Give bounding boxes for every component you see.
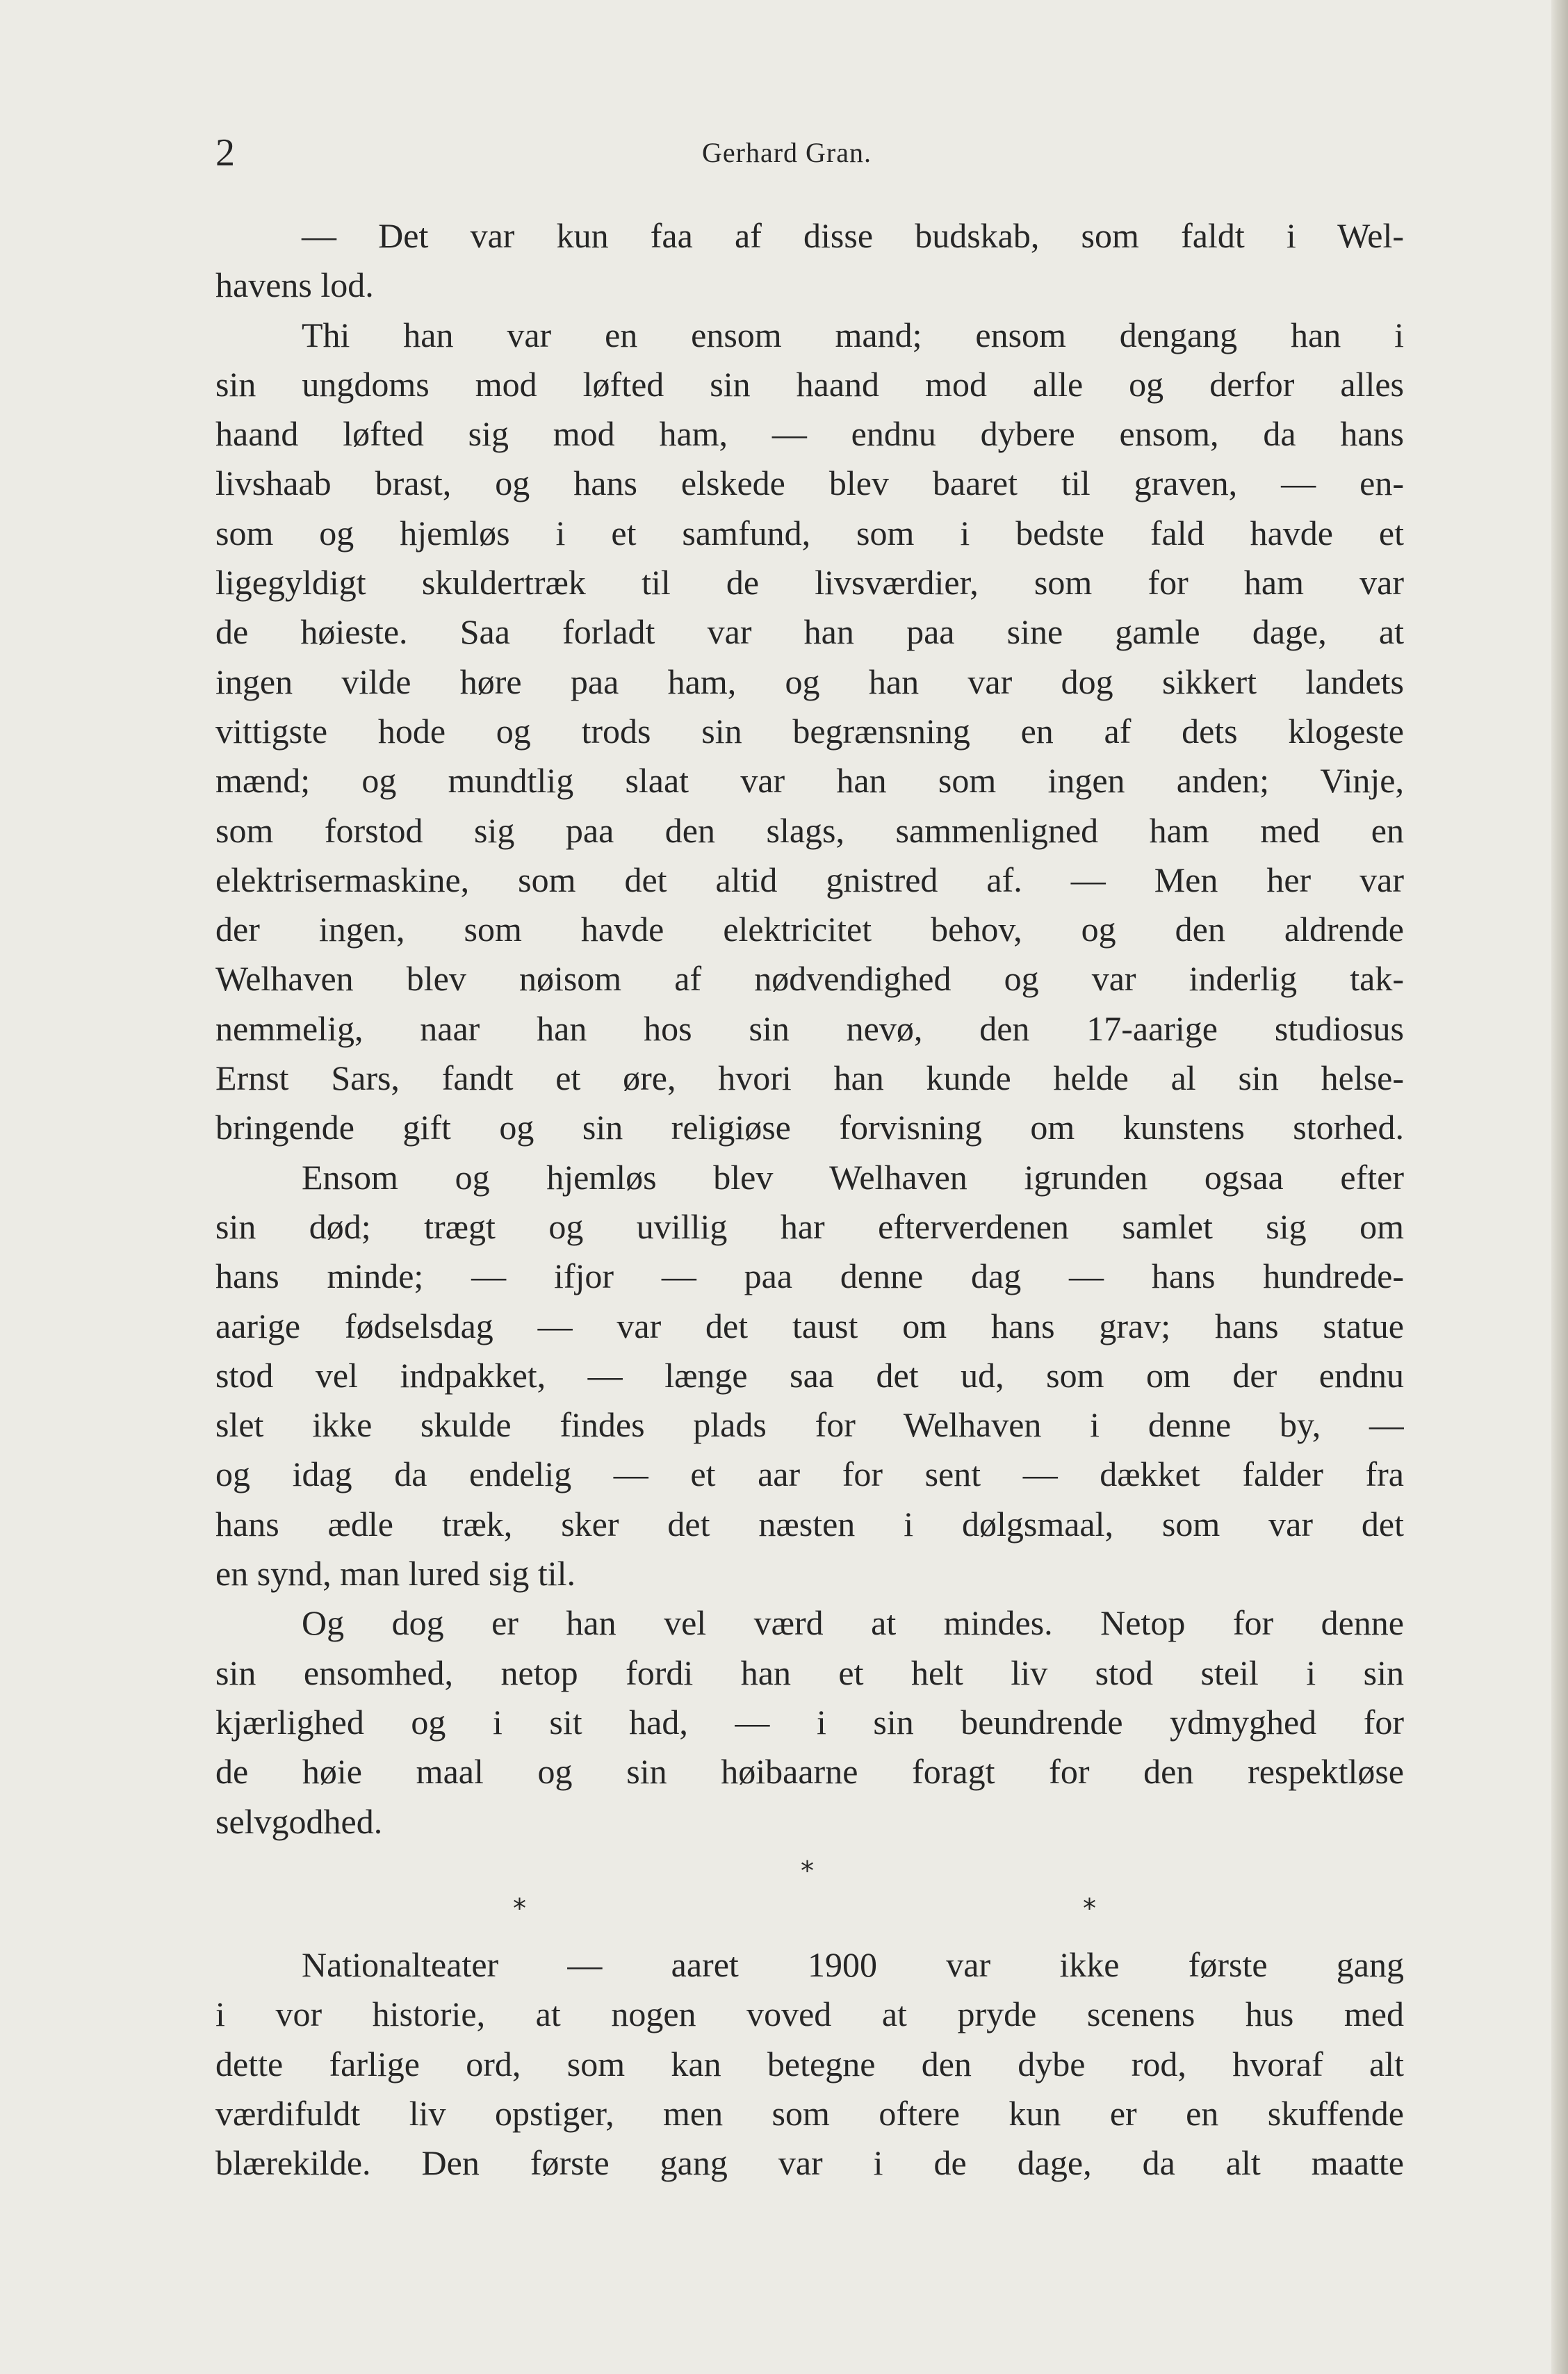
page-number: 2 — [215, 131, 235, 174]
text-line: mænd; og mundtlig slaat var han som ingen anden; Vinje, — [215, 761, 1404, 801]
text-line: Welhaven blev nøisom af nødvendighed og var inderlig tak- — [215, 959, 1404, 999]
text-line: sin ungdoms mod løfted sin haand mod alle og derfor alles — [215, 364, 1404, 404]
text-line: i vor historie, at nogen voved at pryde scenens hus med — [215, 1995, 1404, 2034]
text-line: ligegyldigt skuldertræk til de livsværdier, som for ham var — [215, 563, 1404, 603]
text-line: de høie maal og sin høibaarne foragt for den respektløse — [215, 1752, 1404, 1792]
text-line: stod vel indpakket, — længe saa det ud, som om der endnu — [215, 1355, 1404, 1395]
text-line: — Det var kun faa af disse budskab, som faldt i Wel- — [302, 216, 1404, 255]
asterisk-ornament: * — [513, 1893, 526, 1924]
text-line: Thi han var en ensom mand; ensom dengang han i — [302, 315, 1404, 354]
text-line: som og hjemløs i et samfund, som i bedste fald havde et — [215, 513, 1404, 552]
page-edge — [1551, 0, 1568, 2374]
text-line: havens lod. — [215, 265, 374, 305]
asterisk-ornament: * — [801, 1856, 814, 1886]
text-line: der ingen, som havde elektricitet behov, og den aldrende — [215, 910, 1404, 949]
text-line: de høieste. Saa forladt var han paa sine gamle dage, at — [215, 612, 1404, 652]
text-line: livshaab brast, og hans elskede blev baaret til graven, — en- — [215, 464, 1404, 503]
text-line: slet ikke skulde findes plads for Welhaven i denne by, — — [215, 1405, 1404, 1445]
text-line: nemmelig, naar han hos sin nevø, den 17-aarige studiosus — [215, 1008, 1404, 1048]
text-line: sin ensomhed, netop fordi han et helt liv stod steil i sin — [215, 1653, 1404, 1692]
body-text-continued — [215, 1940, 1404, 2188]
text-line: selvgodhed. — [215, 1801, 383, 1841]
text-line: som forstod sig paa den slags, sammenligned ham med en — [215, 810, 1404, 850]
text-line: værdifuldt liv opstiger, men som oftere kun er en skuffende — [215, 2093, 1404, 2133]
text-line: bringende gift og sin religiøse forvisning om kunstens storhed. — [215, 1108, 1404, 1147]
text-line: vittigste hode og trods sin begrænsning en af dets klogeste — [215, 711, 1404, 751]
text-line: ingen vilde høre paa ham, og han var dog sikkert landets — [215, 662, 1404, 701]
text-line: Ensom og hjemløs blev Welhaven igrunden ogsaa efter — [302, 1157, 1404, 1197]
text-line: sin død; trægt og uvillig har efterverdenen samlet sig om — [215, 1206, 1404, 1246]
section-separator — [215, 1856, 1404, 1925]
text-line: hans minde; — ifjor — paa denne dag — hans hundrede- — [215, 1256, 1404, 1296]
text-line: Og dog er han vel værd at mindes. Netop for denne — [302, 1603, 1404, 1643]
text-line: en synd, man lured sig til. — [215, 1554, 575, 1594]
text-line: Nationalteater — aaret 1900 var ikke første gang — [302, 1945, 1404, 1984]
text-line: hans ædle træk, sker det næsten i dølgsmaal, som var det — [215, 1504, 1404, 1544]
text-line: kjærlighed og i sit had, — i sin beundrende ydmyghed for — [215, 1702, 1404, 1742]
text-line: blærekilde. Den første gang var i de dage, da alt maatte — [215, 2143, 1404, 2183]
text-line: haand løfted sig mod ham, — endnu dybere ensom, da hans — [215, 414, 1404, 454]
text-line: Ernst Sars, fandt et øre, hvori han kunde helde al sin helse- — [215, 1058, 1404, 1098]
text-line: elektrisermaskine, som det altid gnistred af. — Men her var — [215, 860, 1404, 899]
text-line: og idag da endelig — et aar for sent — dækket falder fra — [215, 1455, 1404, 1494]
page-header — [215, 131, 1404, 175]
running-head: Gerhard Gran. — [702, 137, 872, 168]
asterisk-ornament: * — [1083, 1893, 1096, 1924]
text-line: dette farlige ord, som kan betegne den dybe rod, hvoraf alt — [215, 2044, 1404, 2084]
body-text — [215, 211, 1404, 1847]
text-line: aarige fødselsdag — var det taust om hans grav; hans statue — [215, 1306, 1404, 1345]
